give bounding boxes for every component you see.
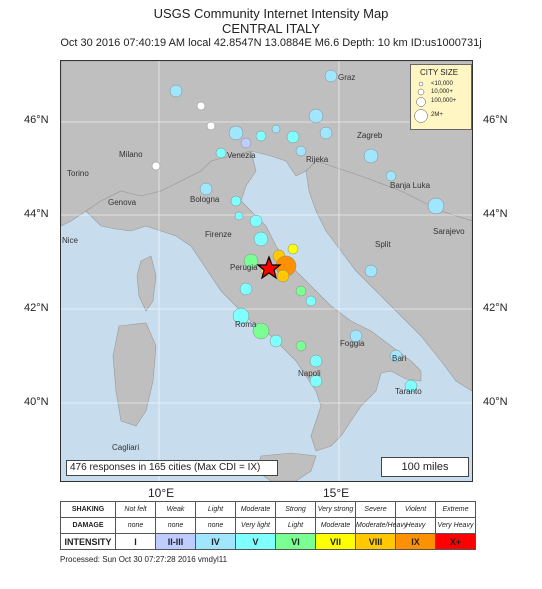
land-sardinia <box>113 323 156 426</box>
shaking-cell: Extreme <box>436 502 476 518</box>
damage-cell: Moderate <box>316 518 356 534</box>
intensity-cell: VII <box>316 534 356 550</box>
damage-cell: Very Heavy <box>436 518 476 534</box>
legend-item: 2M+ <box>431 112 443 118</box>
shaking-cell: Light <box>196 502 236 518</box>
city-label: Torino <box>67 169 89 178</box>
legend-title: CITY SIZE <box>420 68 459 77</box>
shaking-cell: Not felt <box>116 502 156 518</box>
region-title: CENTRAL ITALY <box>221 21 320 36</box>
map-title: USGS Community Internet Intensity Map <box>153 6 389 21</box>
intensity-scale-table <box>60 501 476 550</box>
intensity-cell: V <box>236 534 276 550</box>
city-label: Milano <box>119 150 143 159</box>
damage-cell: Moderate/Heavy <box>356 518 396 534</box>
city-label: Sarajevo <box>433 227 465 236</box>
lon-label: 15°E <box>323 486 350 500</box>
shaking-cell: Strong <box>276 502 316 518</box>
lat-label-right: 40°N <box>483 396 508 408</box>
city-label: Firenze <box>205 230 232 239</box>
intensity-cell: IX <box>396 534 436 550</box>
lat-label-left: 40°N <box>24 396 49 408</box>
city-label: Banja Luka <box>390 181 431 190</box>
shaking-row <box>61 502 476 518</box>
lon-label: 10°E <box>148 486 175 500</box>
city-size-legend <box>410 64 472 130</box>
lat-label-left: 44°N <box>24 208 49 220</box>
shaking-cell: Violent <box>396 502 436 518</box>
damage-row <box>61 518 476 534</box>
city-label: Split <box>375 240 391 249</box>
city-label: Genova <box>108 198 137 207</box>
legend-circles <box>411 65 471 129</box>
lat-label-right: 46°N <box>483 114 508 126</box>
city-label: Venezia <box>227 151 256 160</box>
event-details: Oct 30 2016 07:40:19 AM local 42.8547N 13.0884E M6.6 Depth: 10 km ID:us1000731j <box>60 37 482 49</box>
shaking-cell: Very strong <box>316 502 356 518</box>
shaking-cell: Moderate <box>236 502 276 518</box>
city-label: Roma <box>235 320 257 329</box>
scale-bar: 100 miles <box>381 457 469 477</box>
damage-cell: none <box>116 518 156 534</box>
damage-cell: Light <box>276 518 316 534</box>
intensity-cell: IV <box>196 534 236 550</box>
row-label: INTENSITY <box>61 534 116 550</box>
city-label: Graz <box>338 73 356 82</box>
intensity-cell: X+ <box>436 534 476 550</box>
shaking-cell: Weak <box>156 502 196 518</box>
responses-count: 476 responses in 165 cities (Max CDI = IX) <box>66 460 278 476</box>
city-label: Perugia <box>230 263 258 272</box>
legend-item: <10,000 <box>431 81 453 87</box>
land-corsica <box>137 256 156 311</box>
city-label: Cagliari <box>112 443 140 452</box>
damage-cell: Very light <box>236 518 276 534</box>
lat-label-left: 42°N <box>24 302 49 314</box>
city-label: Nice <box>62 236 79 245</box>
legend-item: 10,000+ <box>431 89 453 95</box>
city-label: Rijeka <box>306 155 329 164</box>
city-label: Foggia <box>340 339 365 348</box>
intensity-cell: VI <box>276 534 316 550</box>
damage-cell: Heavy <box>396 518 436 534</box>
city-label: Taranto <box>395 387 422 396</box>
intensity-row <box>61 534 476 550</box>
row-label: DAMAGE <box>61 518 116 534</box>
intensity-cell: VIII <box>356 534 396 550</box>
city-label: Napoli <box>298 369 321 378</box>
processed-timestamp: Processed: Sun Oct 30 07:27:28 2016 vmdyl11 <box>60 555 228 564</box>
lat-label-right: 44°N <box>483 208 508 220</box>
city-label: Bari <box>392 354 407 363</box>
shaking-cell: Severe <box>356 502 396 518</box>
lat-label-left: 46°N <box>24 114 49 126</box>
damage-cell: none <box>196 518 236 534</box>
legend-item: 100,000+ <box>431 98 457 104</box>
row-label: SHAKING <box>61 502 116 518</box>
city-label: Zagreb <box>357 131 383 140</box>
lat-label-right: 42°N <box>483 302 508 314</box>
damage-cell: none <box>156 518 196 534</box>
intensity-cell: I <box>116 534 156 550</box>
city-label: Bologna <box>190 195 220 204</box>
intensity-cell: II-III <box>156 534 196 550</box>
